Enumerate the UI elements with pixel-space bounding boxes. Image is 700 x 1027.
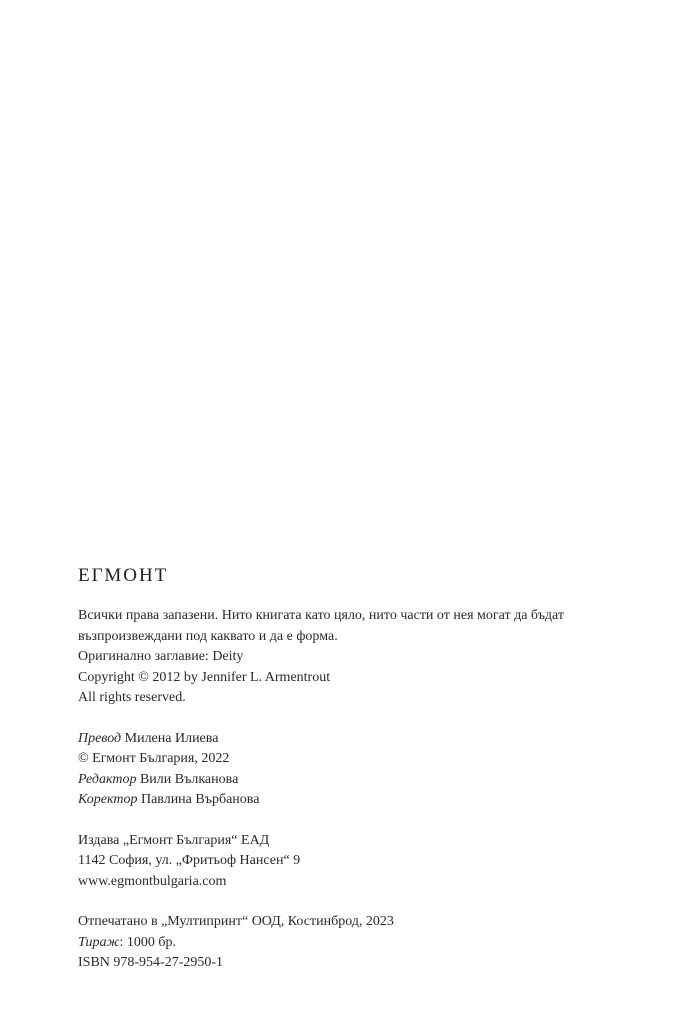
rights-line-2: възпроизвеждани под каквато и да е форма. [78,628,338,644]
spacer [78,892,638,912]
imprint-block [78,564,638,974]
printed-by: Отпечатано в „Мултипринт“ ООД, Костинброд, 2023 [78,914,394,929]
print-run-label: Тираж [78,934,120,950]
publisher-address: 1142 София, ул. „Фритьоф Нансен“ 9 [78,853,301,868]
print-run [78,933,638,954]
all-rights-line: All rights reserved. [78,690,186,705]
editor-name: Вили Вълканова [139,771,239,787]
publisher-logo: ЕГМОНТ [78,565,169,586]
proofreader-credit [78,790,638,811]
editor-credit [78,770,638,791]
print-run-value: : 1000 бр. [119,934,176,950]
translation-credit [78,729,638,750]
credits-section [78,729,638,811]
publisher-website: www.egmontbulgaria.com [78,873,227,889]
publisher-name: Издава „Егмонт България“ ЕАД [78,832,270,848]
isbn: ISBN 978-954-27-2950-1 [78,955,224,970]
translation-copyright: © Егмонт България, 2022 [78,751,230,766]
proofreader-name: Павлина Върбанова [140,792,260,807]
spacer [78,811,638,831]
editor-label: Редактор [78,771,137,787]
proofreader-label: Коректор [78,792,138,807]
spacer [78,709,638,729]
translation-label: Превод [78,730,122,746]
copyright-line: Copyright © 2012 by Jennifer L. Armentrout [78,669,331,685]
rights-line-1: Всички права запазени. Нито книгата като цяло, нито части от нея могат да бъдат [78,608,565,623]
printing-section [78,912,638,974]
publisher-section [78,831,638,893]
translator-name: Милена Илиева [124,730,219,746]
original-title: Оригинално заглавие: Deity [78,649,244,664]
rights-section [78,606,638,709]
